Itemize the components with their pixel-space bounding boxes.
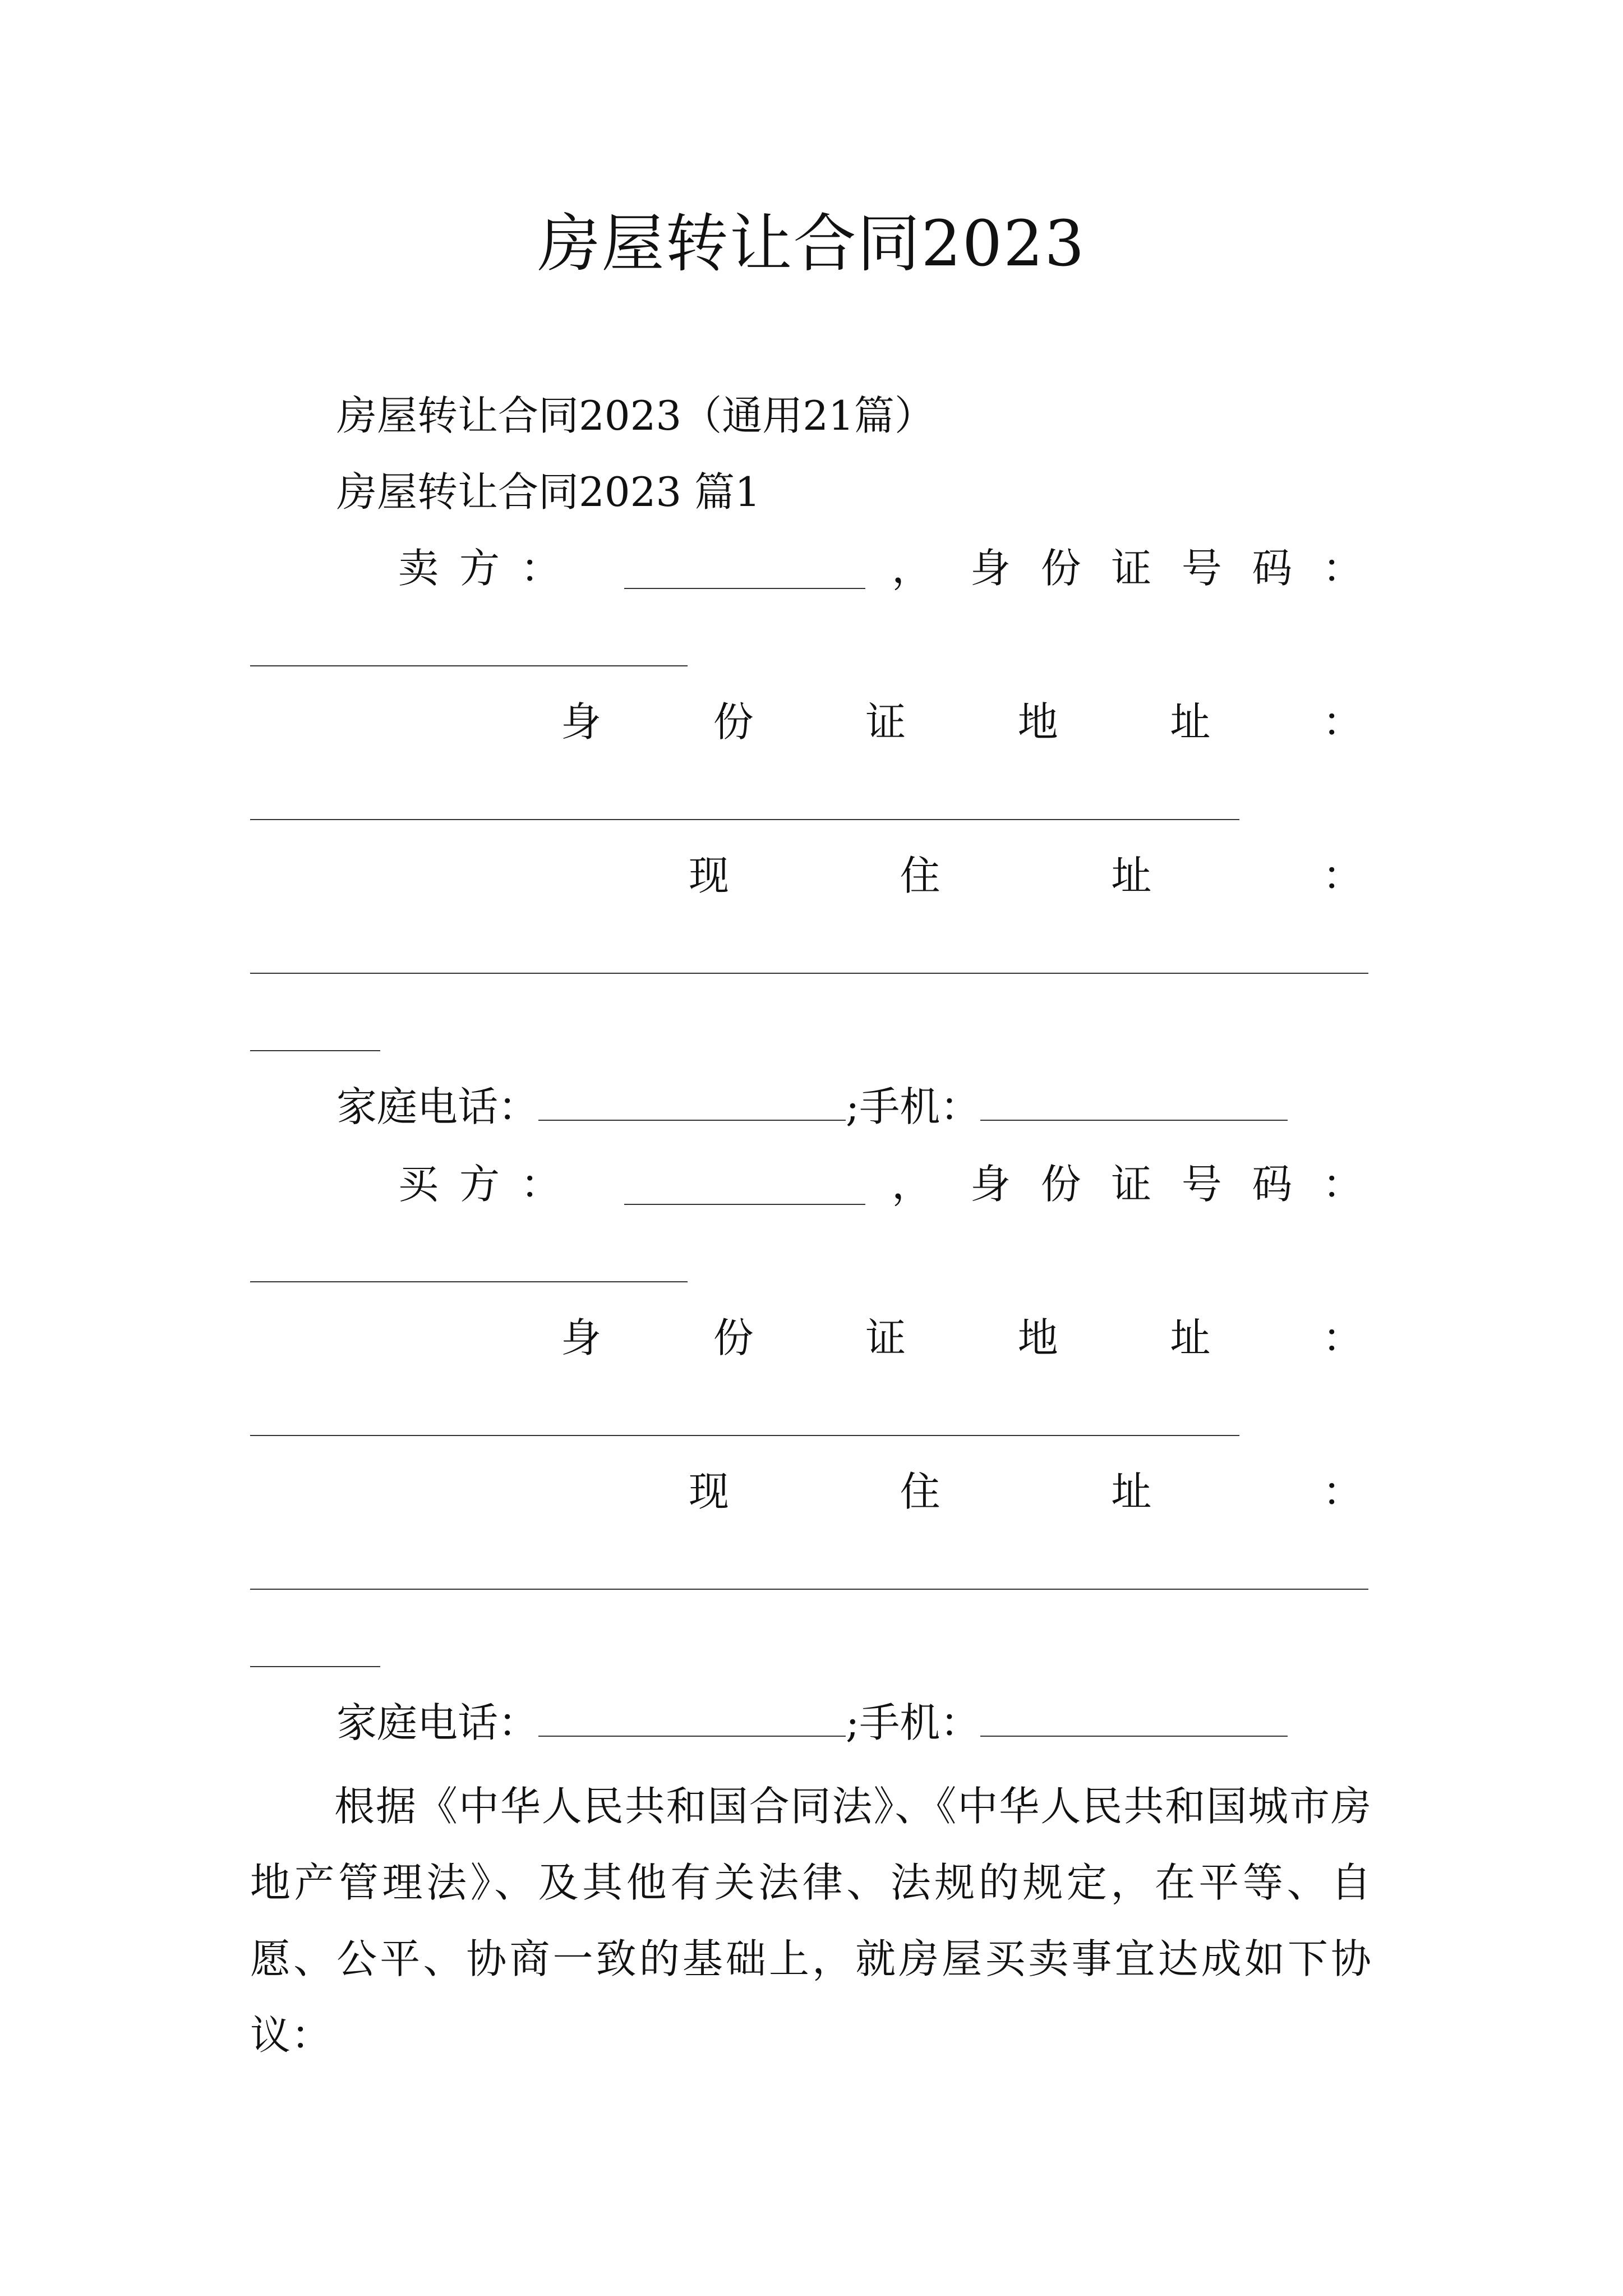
seller-current-address-blank-cont[interactable]: [250, 1050, 380, 1051]
buyer-id-address-blank[interactable]: [250, 1435, 1239, 1436]
buyer-label: 买 方 ：: [398, 1161, 561, 1208]
buyer-home-phone-label: 家庭电话：: [336, 1699, 539, 1746]
seller-id-address-blank[interactable]: [250, 819, 1239, 820]
document-title: 房屋转让合同2023: [537, 208, 1086, 280]
buyer-mobile-label: ;手机：: [846, 1699, 981, 1746]
seller-id-number-blank[interactable]: [250, 665, 688, 666]
seller-id-address-label: 身 份 证 地 址 ：: [561, 698, 1363, 746]
buyer-id-number-blank[interactable]: [250, 1281, 688, 1282]
buyer-mobile-blank[interactable]: [980, 1700, 1288, 1737]
seller-mobile-label: ;手机：: [846, 1083, 981, 1130]
body-paragraph: 根据《中华人民共和国合同法》、《中华人民共和国城市房地产管理法》、及其他有关法律、法规的规定，在平等、自愿、公平、协商一致的基础上，就房屋买卖事宜达成如下协议：: [250, 1783, 1372, 2059]
buyer-current-address-blank[interactable]: [250, 1589, 1368, 1590]
seller-comma: ，: [892, 545, 933, 592]
heading-general: 房屋转让合同2023（通用21篇）: [336, 392, 935, 439]
buyer-comma: ，: [892, 1161, 933, 1208]
seller-home-phone-blank[interactable]: [538, 1084, 846, 1121]
buyer-id-address-label: 身 份 证 地 址 ：: [561, 1314, 1363, 1361]
buyer-name-blank[interactable]: [624, 1204, 865, 1205]
seller-id-number-label: 身 份 证 号 码 ：: [970, 545, 1363, 592]
seller-mobile-blank[interactable]: [980, 1084, 1288, 1121]
seller-phone-line: [336, 1076, 1288, 1138]
seller-home-phone-label: 家庭电话：: [336, 1083, 539, 1130]
heading-part: 房屋转让合同2023 篇1: [336, 468, 760, 516]
seller-label: 卖 方 ：: [398, 545, 561, 592]
seller-current-address-blank[interactable]: [250, 973, 1368, 974]
buyer-id-number-label: 身 份 证 号 码 ：: [970, 1161, 1363, 1208]
buyer-phone-line: [336, 1692, 1288, 1754]
buyer-home-phone-blank[interactable]: [538, 1700, 846, 1737]
seller-current-address-label: 现 住 址 ：: [689, 852, 1363, 899]
buyer-current-address-blank-cont[interactable]: [250, 1666, 380, 1667]
seller-name-blank[interactable]: [624, 588, 865, 589]
buyer-current-address-label: 现 住 址 ：: [689, 1468, 1363, 1515]
